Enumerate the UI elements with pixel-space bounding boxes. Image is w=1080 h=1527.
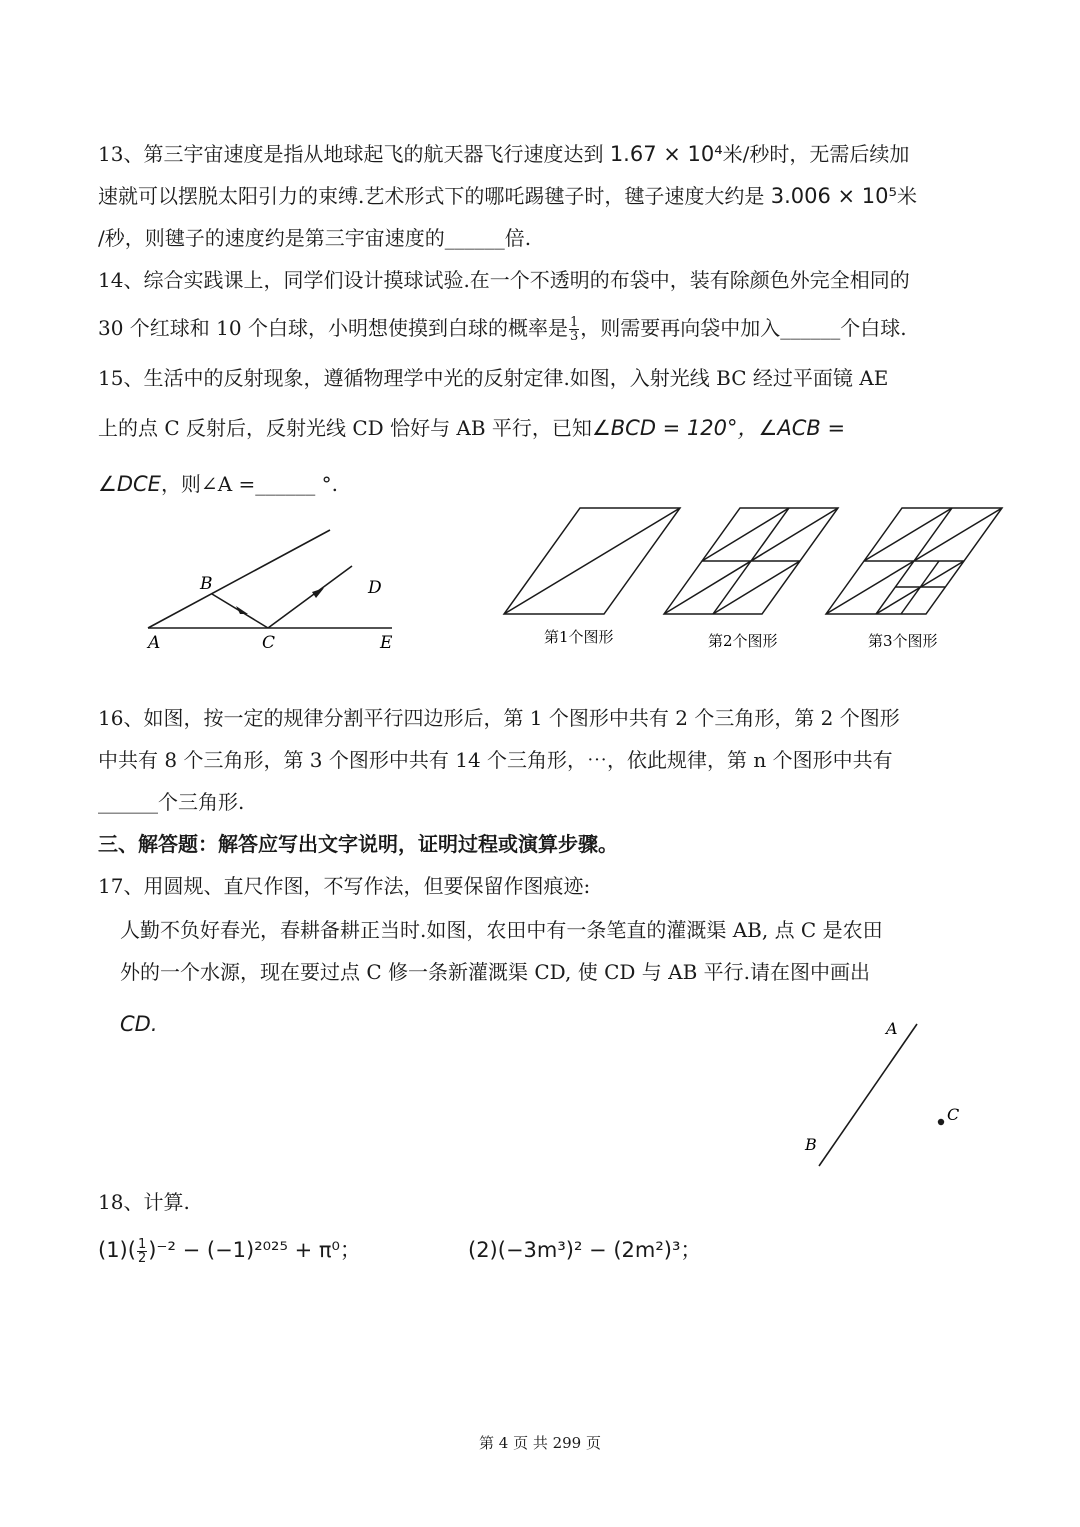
q18-part-1: (1)( $\frac{1}{2}$ )⁻² − (−1)²⁰²⁵ + π⁰；: [98, 1236, 361, 1266]
q16-line-1: 16、如图，按一定的规律分割平行四边形后，第 1 个图形中共有 2 个三角形，第 2 个图形: [98, 706, 900, 730]
parallelogram-figures: [500, 500, 1010, 660]
q13-speed-2: 3.006 × 10⁵: [770, 184, 897, 208]
q14-line-2: 30 个红球和 10 个白球，小明想使摸到白球的概率是 $\frac{1}{3}$ ，则需要再向袋中加入______个白球.: [98, 315, 907, 344]
label-B: B: [805, 1135, 817, 1154]
q17-line-1: 17、用圆规、直尺作图，不写作法，但要保留作图痕迹:: [98, 874, 591, 898]
q17-line-2: 人勤不负好春光，春耕备耕正当时.如图，农田中有一条笔直的灌溉渠 AB, 点 C 是农田: [120, 918, 883, 942]
q17-line-4: CD.: [120, 1012, 158, 1036]
caption-figure-2: 第2个图形: [708, 632, 778, 650]
label-A: A: [148, 633, 161, 653]
label-D: D: [368, 578, 382, 598]
q13-line-3: /秒，则毽子的速度约是第三宇宙速度的______倍.: [98, 226, 532, 250]
label-C: C: [262, 633, 276, 653]
q13-line-2: 速就可以摆脱太阳引力的束缚.艺术形式下的哪吒踢毽子时，毽子速度大约是 3.006 × 10⁵米: [98, 184, 917, 208]
section-3-heading: 三、解答题：解答应写出文字说明，证明过程或演算步骤。: [98, 832, 618, 856]
q18-fraction: $\frac{1}{2}$: [137, 1236, 147, 1266]
q17-line-3: 外的一个水源，现在要过点 C 修一条新灌溉渠 CD, 使 CD 与 AB 平行.请在图中画出: [120, 960, 870, 984]
caption-figure-3: 第3个图形: [868, 632, 938, 650]
water-source-point: [938, 1119, 944, 1125]
q15-angle-condition: ∠BCD = 120°，∠ACB =: [591, 416, 846, 440]
label-C: C: [947, 1105, 960, 1124]
q14-fraction: $\frac{1}{3}$: [569, 315, 579, 344]
page-footer: 第 4 页 共 299 页: [478, 1434, 601, 1452]
q16-line-3: ______个三角形.: [98, 790, 245, 814]
q13-speed-1: 1.67 × 10⁴: [609, 142, 723, 166]
q15-line-2: 上的点 C 反射后，反射光线 CD 恰好与 AB 平行，已知∠BCD = 120°，∠ACB =: [98, 416, 846, 440]
caption-figure-1: 第1个图形: [544, 628, 614, 646]
q15-line-1: 15、生活中的反射现象，遵循物理学中光的反射定律.如图，入射光线 BC 经过平面镜 AE: [98, 366, 889, 390]
reflected-arrow: [312, 588, 324, 598]
label-E: E: [380, 633, 393, 653]
canal-AB: [819, 1024, 917, 1166]
q18-part-2: (2)(−3m³)² − (2m²)³；: [468, 1238, 702, 1262]
q13-line-1: 13、第三宇宙速度是指从地球起飞的航天器飞行速度达到 1.67 × 10⁴米/秒时，无需后续加: [98, 142, 910, 166]
reflected-ray-CD: [268, 566, 352, 628]
q16-line-2: 中共有 8 个三角形，第 3 个图形中共有 14 个三角形，⋯，依此规律，第 n 个图形中共有: [98, 748, 893, 772]
canal-figure: [795, 1010, 975, 1180]
q14-line-1: 14、综合实践课上，同学们设计摸球试验.在一个不透明的布袋中，装有除颜色外完全相同的: [98, 268, 910, 292]
reflection-figure: [140, 520, 410, 660]
q15-line-3: ∠DCE，则∠A =______ °.: [98, 472, 338, 496]
figure-3: [826, 508, 1002, 614]
figure-2: [664, 508, 838, 614]
label-B: B: [200, 574, 213, 594]
ray-AB-extended: [148, 530, 330, 628]
figure-1: [504, 508, 680, 614]
q18-line-1: 18、计算.: [98, 1190, 190, 1214]
label-A: A: [886, 1019, 898, 1038]
